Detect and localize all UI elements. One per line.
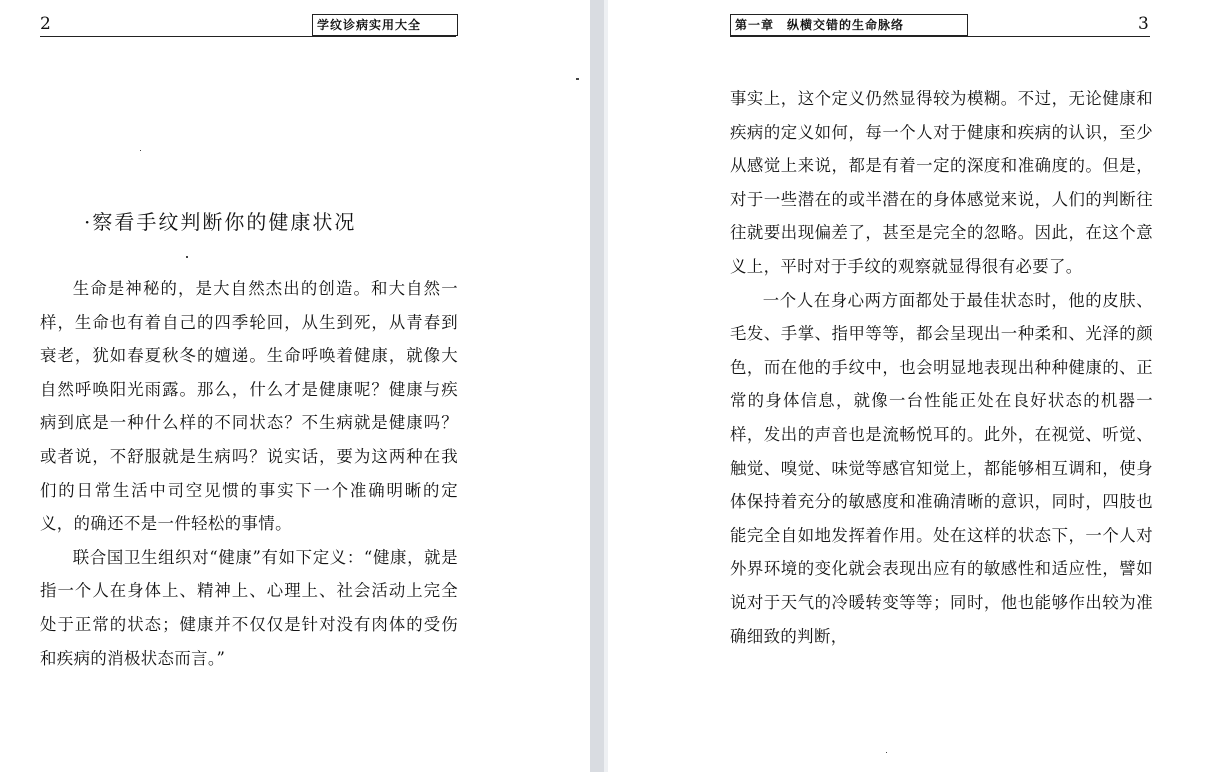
right-body-text bbox=[730, 82, 1153, 653]
running-header: 学纹诊病实用大全 bbox=[312, 14, 458, 36]
header-rule bbox=[730, 36, 1150, 37]
header-rule bbox=[40, 36, 456, 37]
paragraph: 事实上，这个定义仍然显得较为模糊。不过，无论健康和疾病的定义如何，每一个人对于健康和疾病的认识，至少从感觉上来说，都是有着一定的深度和准确度的。但是，对于一些潜在的或半潜在的身体感觉来说，人们的判断往往就要出现偏差了，甚至是完全的忽略。因此，在这个意义上，平时对于手纹的观察就显得很有必要了。 bbox=[730, 89, 1153, 276]
right-page bbox=[608, 0, 1215, 772]
left-page bbox=[0, 0, 590, 772]
scan-speck bbox=[886, 752, 887, 753]
scan-speck bbox=[186, 256, 188, 258]
paragraph: 联合国卫生组织对“健康”有如下定义：“健康，就是指一个人在身体上、精神上、心理上、社会活动上完全处于正常的状态；健康并不仅仅是针对没有肉体的受伤和疾病的消极状态而言。” bbox=[40, 547, 458, 668]
left-body-text bbox=[40, 272, 458, 675]
page-gutter bbox=[590, 0, 608, 772]
section-title: ·察看手纹判断你的健康状况 bbox=[84, 210, 357, 234]
page-number: 3 bbox=[1138, 14, 1149, 34]
page-number: 2 bbox=[40, 14, 51, 34]
paragraph: 生命是神秘的，是大自然杰出的创造。和大自然一样，生命也有着自己的四季轮回，从生到死，从青春到衰老，犹如春夏秋冬的嬗递。生命呼唤着健康，就像大自然呼唤阳光雨露。那么，什么才是健康呢？健康与疾病到底是一种什么样的不同状态？不生病就是健康吗？或者说，不舒服就是生病吗？说实话，要为这两种在我们的日常生活中司空见惯的事实下一个准确明晰的定义，的确还不是一件轻松的事情。 bbox=[40, 279, 458, 534]
scan-speck bbox=[140, 150, 141, 151]
scan-speck bbox=[576, 78, 579, 80]
paragraph: 一个人在身心两方面都处于最佳状态时，他的皮肤、毛发、手掌、指甲等等，都会呈现出一种柔和、光泽的颜色，而在他的手纹中，也会明显地表现出种种健康的、正常的身体信息，就像一台性能正处在良好状态的机器一样，发出的声音也是流畅悦耳的。此外，在视觉、听觉、触觉、嗅觉、味觉等感官知觉上，都能够相互调和，使身体保持着充分的敏感度和准确清晰的意识，同时，四肢也能完全自如地发挥着作用。处在这样的状态下，一个人对外界环境的变化就会表现出应有的敏感性和适应性，譬如说对于天气的冷暖转变等等；同时，他也能够作出较为准确细致的判断， bbox=[730, 290, 1153, 646]
running-header: 第一章 纵横交错的生命脉络 bbox=[730, 14, 968, 36]
